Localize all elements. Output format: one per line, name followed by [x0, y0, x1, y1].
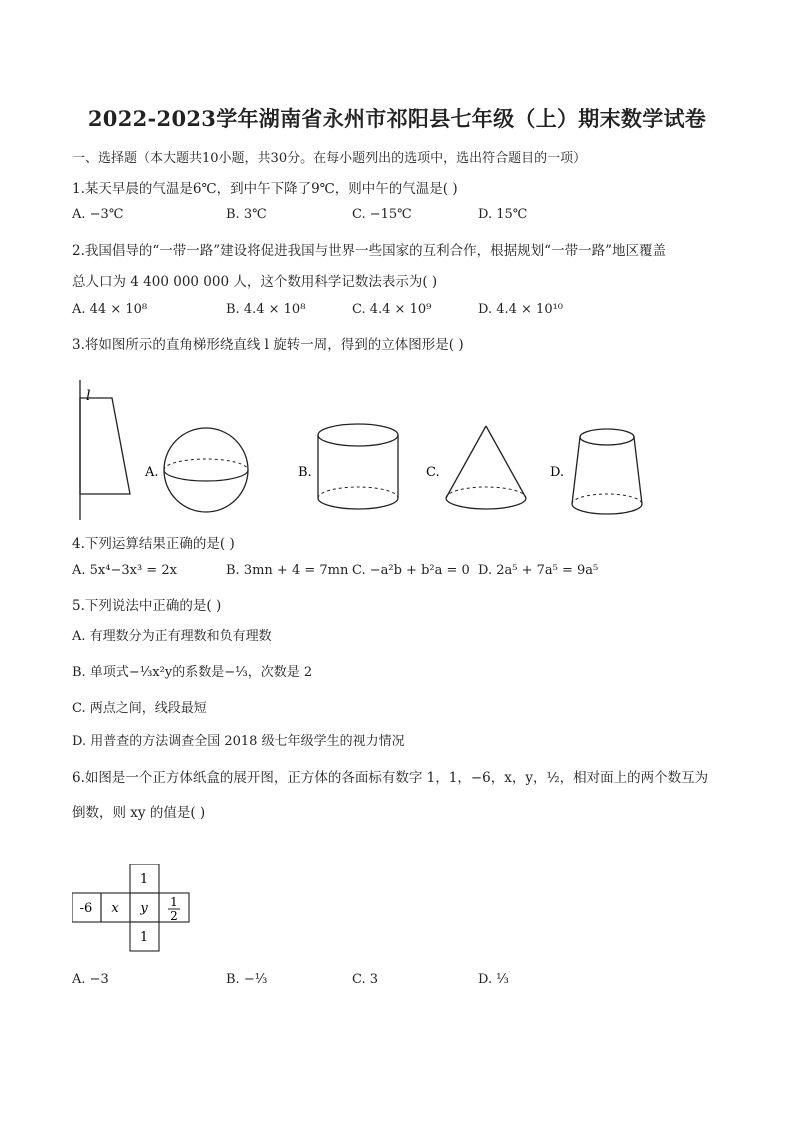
- q3-figures: [60, 380, 660, 530]
- net-cell-bottom: 1: [139, 930, 149, 945]
- axis-label: l: [86, 388, 91, 404]
- q1-option-c[interactable]: C. −15℃: [352, 207, 412, 222]
- q3-option-b-label[interactable]: B.: [298, 465, 312, 480]
- cube-net-figure: [72, 864, 192, 952]
- q2-option-a[interactable]: A. 44 × 10⁸: [72, 302, 148, 317]
- q5-option-b[interactable]: B. 单项式−⅓x²y的系数是−⅓，次数是 2: [72, 665, 313, 680]
- cone-figure[interactable]: [446, 426, 526, 509]
- sphere-figure[interactable]: [164, 428, 248, 512]
- q3-option-d-label[interactable]: D.: [550, 465, 565, 480]
- svg-text:2: 2: [170, 909, 178, 923]
- q4-option-b[interactable]: B. 3mn + 4 = 7mn: [226, 563, 349, 578]
- frustum-figure[interactable]: [572, 429, 642, 514]
- q6-option-a[interactable]: A. −3: [72, 972, 109, 987]
- question-5-stem: 5.下列说法中正确的是( ): [72, 598, 222, 614]
- q5-option-c[interactable]: C. 两点之间，线段最短: [72, 701, 207, 716]
- question-4-stem: 4.下列运算结果正确的是( ): [72, 536, 235, 552]
- q2-option-d[interactable]: D. 4.4 × 10¹⁰: [478, 302, 564, 317]
- q6-option-c[interactable]: C. 3: [352, 972, 379, 987]
- question-2-stem-line1: 2.我国倡导的“一带一路”建设将促进我国与世界一些国家的互利合作，根据规划“一带一路”地区覆盖: [72, 243, 666, 259]
- trapezoid-figure: [80, 380, 130, 520]
- net-cell-left2: -6: [79, 901, 93, 916]
- q1-option-d[interactable]: D. 15℃: [478, 207, 528, 222]
- page-title: 2022-2023学年湖南省永州市祁阳县七年级（上）期末数学试卷: [87, 106, 707, 131]
- q1-option-b[interactable]: B. 3℃: [226, 207, 267, 222]
- q6-option-d[interactable]: D. ⅓: [478, 972, 509, 987]
- q1-option-a[interactable]: A. −3℃: [72, 207, 124, 222]
- net-cell-center: y: [140, 901, 148, 916]
- q3-option-c-label[interactable]: C.: [426, 465, 440, 480]
- question-3-stem: 3.将如图所示的直角梯形绕直线 l 旋转一周，得到的立体图形是( ): [72, 337, 464, 353]
- net-cell-right: [168, 895, 180, 923]
- q2-option-c[interactable]: C. 4.4 × 10⁹: [352, 302, 432, 317]
- q3-option-a-label[interactable]: A.: [145, 465, 159, 480]
- question-1-stem: 1.某天早晨的气温是6℃，到中午下降了9℃，则中午的气温是( ): [72, 181, 458, 197]
- q4-option-a[interactable]: A. 5x⁴−3x³ = 2x: [72, 563, 177, 578]
- section-heading: 一、选择题（本大题共10小题，共30分。在每小题列出的选项中，选出符合题目的一项）: [72, 151, 587, 166]
- q4-option-d[interactable]: D. 2a⁵ + 7a⁵ = 9a⁵: [478, 563, 599, 578]
- q2-option-b[interactable]: B. 4.4 × 10⁸: [226, 302, 306, 317]
- net-cell-top: 1: [139, 872, 149, 887]
- cylinder-figure[interactable]: [318, 424, 398, 509]
- q5-option-d[interactable]: D. 用普查的方法调查全国 2018 级七年级学生的视力情况: [72, 734, 405, 749]
- svg-text:1: 1: [170, 895, 178, 909]
- q6-option-b[interactable]: B. −⅓: [226, 972, 268, 987]
- q5-option-a[interactable]: A. 有理数分为正有理数和负有理数: [72, 629, 272, 644]
- question-6-stem-line2: 倒数，则 xy 的值是( ): [72, 805, 206, 821]
- net-cell-left1: x: [111, 901, 119, 916]
- question-2-stem-line2: 总人口为 4 400 000 000 人，这个数用科学记数法表示为( ): [72, 274, 438, 290]
- q4-option-c[interactable]: C. −a²b + b²a = 0: [352, 563, 470, 578]
- question-6-stem-line1: 6.如图是一个正方体纸盒的展开图，正方体的各面标有数字 1，1，−6，x，y，½，相对面上的两个数互为: [72, 770, 709, 786]
